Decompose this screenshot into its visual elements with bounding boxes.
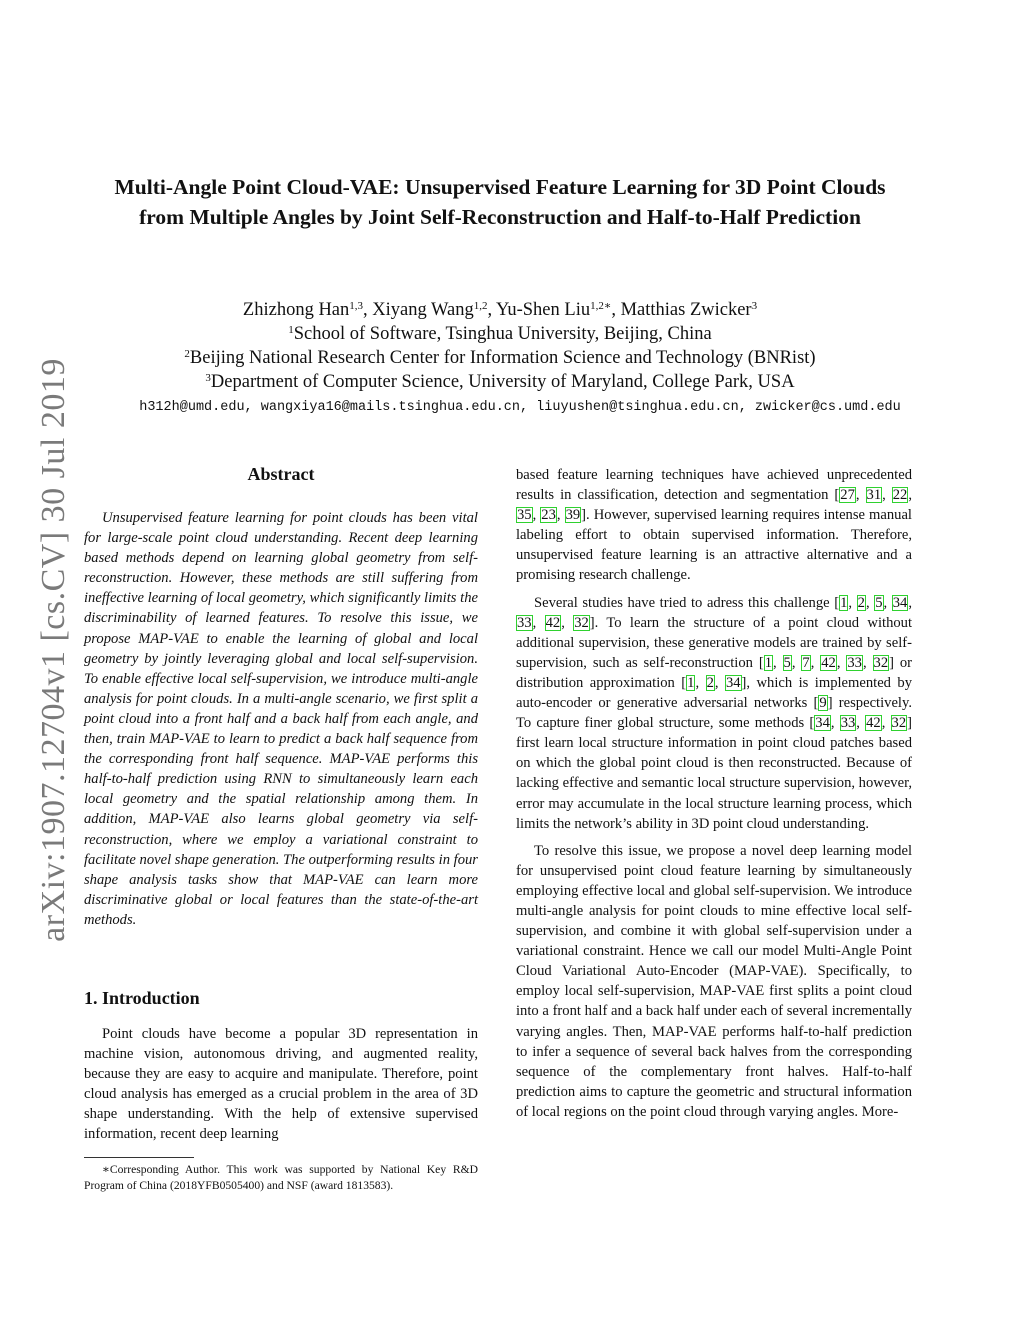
citation-link[interactable]: 32 <box>574 614 589 631</box>
paragraph-text: . To learn the structure of a point cloud without additional supervision, these generative models are trained by self-supervision, such as self-reconstruction <box>516 614 913 671</box>
citation-group <box>818 695 827 711</box>
author-affiliation-mark: 1,2 <box>590 300 604 312</box>
author-name: , Yu-Shen Liu <box>487 300 591 320</box>
citation-group: 27, 31, 22, 35, 23, 39 <box>517 487 912 524</box>
citation-link[interactable]: 23 <box>541 507 556 524</box>
footnote-divider <box>84 1157 194 1158</box>
citation-link[interactable]: 5 <box>783 654 791 671</box>
citation-link[interactable]: 1 <box>840 594 848 611</box>
citation-link[interactable]: 5 <box>875 594 883 611</box>
citation-link[interactable]: 35 <box>517 507 532 524</box>
author-name: , Xiyang Wang <box>363 300 474 320</box>
affiliation-3 <box>60 370 940 394</box>
author-affiliation-mark: 3 <box>751 300 758 312</box>
affiliation-mark: 3 <box>205 372 211 384</box>
author-name: Zhizhong Han <box>242 300 350 320</box>
citation-link[interactable]: 39 <box>565 507 581 524</box>
right-paragraph-1: based feature learning techniques have achieved unprecedented results in classification, detection and segmentation [27, 31, 22, 35, 23, 39]. However, supervised learning requires intense manual labeling effort to obtain supervised information. Therefore, unsupervised feature learning is an attractive alternative and a promising research challenge. <box>516 467 912 584</box>
affiliation-text: Department of Computer Science, University of Maryland, College Park, USA <box>210 372 795 392</box>
citation-link[interactable]: 31 <box>866 487 882 504</box>
paragraph-text: based feature learning techniques have achieved unprecedented results in classification, detection and segmentation <box>516 467 912 504</box>
citation-group: 1, 5, 7, 42, 33, 32 <box>764 654 889 671</box>
arxiv-identifier: arXiv:1907.12704v1 [cs.CV] 30 Jul 2019 <box>35 358 72 942</box>
affiliation-2 <box>60 346 940 370</box>
citation-link[interactable]: 33 <box>517 614 532 631</box>
citation-link[interactable]: 2 <box>857 594 865 611</box>
right-column <box>516 465 912 1122</box>
intro-paragraph-1 <box>84 1024 478 1145</box>
citation-group: 1, 2, 5, 34, 33, 42, 32 <box>517 594 912 631</box>
abstract-heading: Abstract <box>247 464 315 484</box>
citation-link[interactable]: 34 <box>815 715 830 732</box>
corresponding-author-mark: ∗ <box>603 300 612 312</box>
footnote: ∗Corresponding Author. This work was supported by National Key R&D Program of China (2018YFB0505400) and NSF (award 1813583). <box>84 1163 478 1192</box>
citation-link[interactable]: 42 <box>821 654 836 671</box>
abstract-text: Unsupervised feature learning for point clouds has been vital for large-scale point cloud understanding. Recent deep learning based methods depend on learning global geometry from self-reconstruction. However, these methods are still suffering from ineffective learning of local geometry, which significantly limits the discriminability of learned features. To resolve this issue, we propose MAP-VAE to enable the learning of global and local geometry by jointly leveraging global and local self-supervision. To enable effective local self-supervision, we introduce multi-angle analysis for point clouds. In a multi-angle scenario, we first split a point cloud into a front half and a back half from each angle, and then, train MAP-VAE to learn to predict a back half sequence from the corresponding front half sequence. MAP-VAE performs this half-to-half prediction using RNN to simultaneously learn each local geometry and the spatial relationship among them. In addition, MAP-VAE also learns global geometry via self-reconstruction, where we employ a variational constraint to facilitate novel shape generation. The outperforming results in four shape analysis tasks show that MAP-VAE can learn more discriminative global or local features than the state-of-the-art methods. <box>84 510 478 928</box>
citation-link[interactable]: 34 <box>725 674 741 691</box>
citation-link[interactable]: 42 <box>866 715 881 732</box>
citation-link[interactable]: 32 <box>873 654 889 671</box>
citation-link[interactable]: 1 <box>687 674 695 691</box>
paragraph-text: Several studies have tried to adress this challenge <box>534 594 835 611</box>
citation-link[interactable]: 32 <box>891 715 907 732</box>
affiliation-mark: 1 <box>288 324 294 336</box>
paragraph-text: first learn local structure information in point cloud patches based on which the global point cloud is then reconstructed. Because of lacking effective and semantic local structure supervision, however, error may accumulate in the local structure learning process, which limits the network’s ability in 3D point cloud understanding. <box>516 735 912 832</box>
citation-link[interactable]: 42 <box>545 614 561 631</box>
citation-link[interactable]: 2 <box>706 674 714 691</box>
author-affiliation-mark: 1,3 <box>349 300 364 312</box>
paragraph-text: . However, supervised learning requires intense manual labeling effort to obtain supervised information. Therefore, unsupervised feature learning is an attractive alternative and a promising research challenge. <box>516 507 912 584</box>
citation-link[interactable]: 22 <box>892 487 908 504</box>
citation-link[interactable]: 33 <box>840 715 856 732</box>
citation-link[interactable]: 9 <box>819 695 827 712</box>
citation-link[interactable]: 7 <box>802 654 810 671</box>
author-emails: h312h@umd.edu, wangxiya16@mails.tsinghua.edu.cn, liuyushen@tsinghua.edu.cn, zwicker@cs.umd.edu <box>139 400 901 415</box>
affiliation-mark: 2 <box>184 348 190 360</box>
author-list <box>60 298 940 322</box>
citation-group: 34, 33, 42, 32 <box>815 715 907 732</box>
paragraph-text: respectively. To capture finer global structure, some methods <box>516 695 912 732</box>
author-affiliation-mark: 1,2 <box>473 300 488 312</box>
citation-link[interactable]: 33 <box>847 654 862 671</box>
right-paragraph-3: To resolve this issue, we propose a novel deep learning model for unsupervised point cloud feature learning by simultaneously employing effective local and global self-supervision. We introduce multi-angle analysis for point clouds to mine effective local self-supervision, and combine it with global self-supervision under a variational constraint. Hence we call our model Multi-Angle Point Cloud Variational Auto-Encoder (MAP-VAE). Specifically, to employ local self-supervision, MAP-VAE first splits a point cloud into a front half and a back half under each of several incrementally varying angles. Then, MAP-VAE performs half-to-half prediction to infer a sequence of several back halves from the corresponding sequence of the complementary front halves. Half-to-half prediction aims to capture the geometric and structural information of local regions on the point cloud through varying angles. More- <box>516 842 912 1120</box>
citation-group: 1, 2, 34 <box>687 674 741 691</box>
citation-link[interactable]: 27 <box>840 487 855 504</box>
paper-title: Multi-Angle Point Cloud-VAE: Unsupervised Feature Learning for 3D Point Clouds from Multiple Angles by Joint Self-Reconstruction and Half-to-Half Prediction <box>114 175 886 229</box>
section-heading-introduction: 1. Introduction <box>84 988 200 1008</box>
paragraph-text: or distribution approximation <box>516 654 913 691</box>
paragraph-text: , which is implemented by auto-encoder or generative adversarial networks <box>516 674 913 712</box>
paragraph-text: Point clouds have become a popular 3D representation in machine vision, autonomous driving, and augmented reality, because they are easy to acquire and manipulate. Therefore, point cloud analysis has emerged as a crucial problem in the area of 3D shape understanding. With the help of extensive supervised information, recent deep learning <box>84 1026 478 1143</box>
right-paragraph-2: Several studies have tried to adress this challenge [1, 2, 5, 34, 33, 42, 32]. To learn the structure of a point cloud without additional supervision, these generative models are trained by self-supervision, such as self-reconstruction [1, 5, 7, 42, 33, 32] or distribution approximation [1, 2, 34], which is implemented by auto-encoder or generative adversarial networks [9] respectively. To capture finer global structure, some methods [34, 33, 42, 32] first learn local structure information in point cloud patches based on which the global point cloud is then reconstructed. Because of lacking effective and semantic local structure supervision, however, error may accumulate in the local structure learning process, which limits the network’s ability in 3D point cloud understanding. <box>516 594 913 832</box>
affiliation-text: School of Software, Tsinghua University, Beijing, China <box>293 324 712 344</box>
citation-link[interactable]: 1 <box>764 654 772 671</box>
affiliation-text: Beijing National Research Center for Information Science and Technology (BNRist) <box>189 348 816 368</box>
author-name: , Matthias Zwicker <box>611 300 752 320</box>
affiliation-1 <box>60 322 940 346</box>
citation-link[interactable]: 34 <box>892 594 908 611</box>
